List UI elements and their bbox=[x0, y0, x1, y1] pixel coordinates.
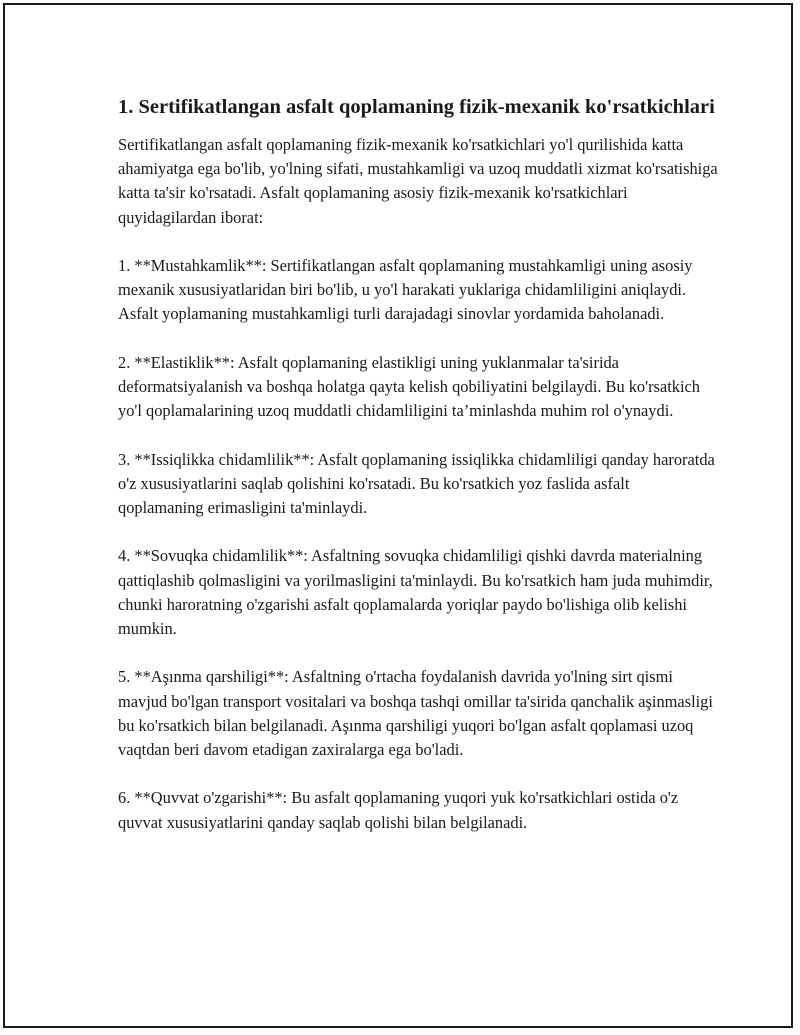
document-title: 1. Sertifikatlangan asfalt qoplamaning fizik-mexanik ko'rsatkichlari bbox=[118, 96, 715, 118]
document-body bbox=[118, 93, 718, 835]
paragraph-mustahkamlik: 1. **Mustahkamlik**: Sertifikatlangan asfalt qoplamaning mustahkamligi uning asosiy mexanik xususiyatlaridan biri bo'lib, u yo'l harakati yuklariga chidamliligini aniqlaydi. Asfalt yoplamaning mustahkamligi turli darajadagi sinovlar yordamida baholanadi. bbox=[118, 256, 693, 324]
paragraph-issiqlikka-chidamlilik: 3. **Issiqlikka chidamlilik**: Asfalt qoplamaning issiqlikka chidamliligi qanday haroratda o'z xususiyatlarini saqlab qolishini ko'rsatadi. Bu ko'rsatkich yoz faslida asfalt qoplamaning erimasligini ta'minlaydi. bbox=[118, 449, 715, 517]
paragraph-elastiklik: 2. **Elastiklik**: Asfalt qoplamaning elastikligi uning yuklanmalar ta'sirida deformatsiyalanish va boshqa holatga qayta kelish qobiliyatini belgilaydi. Bu ko'rsatkich yo'l qoplamalarining uzoq muddatli chidamliligini ta’minlashda muhim rol o'ynaydi. bbox=[118, 352, 700, 421]
intro-paragraph: Sertifikatlangan asfalt qoplamaning fizik-mexanik ko'rsatkichlari yo'l qurilishida katta ahamiyatga ega bo'lib, yo'lning sifati, mustahkamligi va uzoq muddatli xizmat ko'rsatishiga katta ta'sir ko'rsatadi. Asfalt qoplamaning asosiy fizik-mexanik ko'rsatkichlari quyidagilardan iborat: bbox=[118, 135, 718, 227]
paragraph-sovuqka-chidamlilik: 4. **Sovuqka chidamlilik**: Asfaltning sovuqka chidamliligi qishki davrda materialning qattiqlashib qolmasligini va yorilmasligini ta'minlaydi. Bu ko'rsatkich ham juda muhimdir, chunki haroratning o'zgarishi asfalt qoplamalarda yoriqlar paydo bo'lishiga olib kelishi mumkin. bbox=[118, 546, 713, 638]
paragraph-quvvat-ozgarishi: 6. **Quvvat o'zgarishi**: Bu asfalt qoplamaning yuqori yuk ko'rsatkichlari ostida o'z quvvat xususiyatlarini qanday saqlab qolishi bilan belgilanadi. bbox=[118, 788, 679, 832]
paragraph-asinma-qarshiligi: 5. **Aşınma qarshiligi**: Asfaltning o'rtacha foydalanish davrida yo'lning sirt qismi mavjud bo'lgan transport vositalari va boshqa tashqi omillar ta'sirida qanchalik aşinmasligi bu ko'rsatkich bilan belgilanadi. Aşınma qarshiligi yuqori bo'lgan asfalt qoplamasi uzoq vaqtdan beri davom etadigan zaxiralarga ega bo'ladi. bbox=[118, 667, 713, 759]
